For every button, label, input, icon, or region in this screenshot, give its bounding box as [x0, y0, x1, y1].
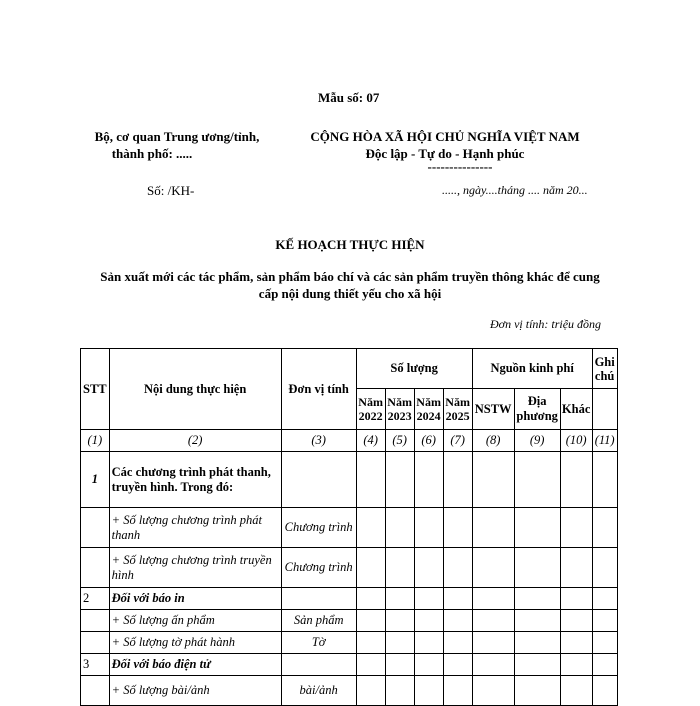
row-value-cell: [514, 654, 560, 676]
index-cell: (10): [560, 430, 592, 452]
row-value-cell: [356, 632, 385, 654]
index-cell: (1): [81, 430, 110, 452]
row-value-cell: [592, 654, 617, 676]
header-stt: STT: [81, 349, 110, 430]
row-value-cell: [443, 548, 472, 588]
row-value-cell: [385, 654, 414, 676]
row-value-cell: [414, 452, 443, 508]
row-value-cell: [560, 548, 592, 588]
date-line: ....., ngày....tháng .... năm 20...: [442, 183, 588, 197]
row-value-cell: [472, 452, 514, 508]
index-cell: (4): [356, 430, 385, 452]
row-value-cell: [356, 654, 385, 676]
index-cell: (9): [514, 430, 560, 452]
table-row: [81, 676, 618, 706]
row-unit: Tờ: [281, 632, 356, 654]
row-unit: bài/ảnh: [281, 676, 356, 706]
row-unit: [281, 452, 356, 508]
row-value-cell: [414, 548, 443, 588]
row-value-cell: [414, 610, 443, 632]
table-row: [81, 548, 618, 588]
row-value-cell: [356, 508, 385, 548]
header-content: Nội dung thực hiện: [109, 349, 281, 430]
header-quantity: Số lượng: [356, 349, 472, 389]
row-value-cell: [385, 610, 414, 632]
row-stt: 3: [81, 654, 110, 676]
row-stt: [81, 610, 110, 632]
row-value-cell: [472, 508, 514, 548]
row-stt: 1: [81, 452, 110, 508]
row-value-cell: [414, 632, 443, 654]
row-value-cell: [356, 588, 385, 610]
header-other: Khác: [560, 389, 592, 430]
index-cell: (7): [443, 430, 472, 452]
table-row: [81, 654, 618, 676]
header-funding: Nguồn kinh phí: [472, 349, 592, 389]
header-row: [81, 349, 618, 389]
form-number: Mẫu số: 07: [318, 90, 380, 105]
country-name: CỘNG HÒA XÃ HỘI CHỦ NGHĨA VIỆT NAM: [310, 129, 580, 144]
table-row: [81, 610, 618, 632]
table-row: [81, 508, 618, 548]
row-value-cell: [472, 632, 514, 654]
subtitle-line-2: cấp nội dung thiết yếu cho xã hội: [258, 286, 442, 301]
row-value-cell: [472, 548, 514, 588]
header-local: Địa phương: [514, 389, 560, 430]
index-cell: (3): [281, 430, 356, 452]
header-nstw: NSTW: [472, 389, 514, 430]
row-stt: [81, 508, 110, 548]
plan-table: [80, 348, 618, 706]
index-row: [81, 430, 618, 452]
row-content: Đối với báo điện tử: [109, 654, 281, 676]
row-value-cell: [592, 508, 617, 548]
row-value-cell: [414, 508, 443, 548]
agency-line-2: thành phố: .....: [111, 146, 193, 161]
motto-slogan: Độc lập - Tự do - Hạnh phúc: [365, 146, 525, 161]
row-content: + Số lượng chương trình truyền hình: [109, 548, 281, 588]
row-value-cell: [385, 548, 414, 588]
row-value-cell: [592, 588, 617, 610]
index-cell: (8): [472, 430, 514, 452]
row-value-cell: [592, 632, 617, 654]
row-stt: 2: [81, 588, 110, 610]
row-value-cell: [592, 676, 617, 706]
header-year-2024: Năm 2024: [414, 389, 443, 430]
row-value-cell: [560, 632, 592, 654]
row-value-cell: [414, 676, 443, 706]
index-cell: (5): [385, 430, 414, 452]
row-value-cell: [356, 610, 385, 632]
row-value-cell: [443, 588, 472, 610]
document-number: Số: /KH-: [147, 183, 195, 198]
row-value-cell: [592, 610, 617, 632]
row-value-cell: [385, 508, 414, 548]
row-stt: [81, 632, 110, 654]
row-value-cell: [472, 588, 514, 610]
national-motto: [290, 128, 600, 174]
motto-divider: ---------------: [427, 159, 493, 174]
row-unit: Chương trình: [281, 508, 356, 548]
row-value-cell: [414, 654, 443, 676]
row-value-cell: [443, 654, 472, 676]
row-content: + Số lượng bài/ảnh: [109, 676, 281, 706]
index-cell: (11): [592, 430, 617, 452]
header-year-2023: Năm 2023: [385, 389, 414, 430]
row-value-cell: [356, 452, 385, 508]
row-value-cell: [385, 588, 414, 610]
row-value-cell: [385, 676, 414, 706]
row-value-cell: [560, 452, 592, 508]
row-content: Đối với báo in: [109, 588, 281, 610]
header-unit: Đơn vị tính: [281, 349, 356, 430]
row-value-cell: [443, 610, 472, 632]
row-value-cell: [414, 588, 443, 610]
row-value-cell: [514, 588, 560, 610]
row-content: + Số lượng chương trình phát thanh: [109, 508, 281, 548]
document-title: KẾ HOẠCH THỰC HIỆN: [275, 237, 425, 252]
row-value-cell: [385, 452, 414, 508]
header-note-blank: [592, 389, 617, 430]
agency-name: [80, 128, 274, 162]
row-value-cell: [560, 588, 592, 610]
header-year-2022: Năm 2022: [356, 389, 385, 430]
row-value-cell: [514, 548, 560, 588]
table-row: [81, 452, 618, 508]
index-cell: (2): [109, 430, 281, 452]
row-value-cell: [560, 508, 592, 548]
row-unit: [281, 588, 356, 610]
row-content: + Số lượng tờ phát hành: [109, 632, 281, 654]
row-value-cell: [472, 676, 514, 706]
row-value-cell: [514, 632, 560, 654]
row-value-cell: [514, 452, 560, 508]
row-value-cell: [592, 548, 617, 588]
row-unit: Sản phẩm: [281, 610, 356, 632]
row-stt: [81, 548, 110, 588]
table-row: [81, 632, 618, 654]
row-content: Các chương trình phát thanh, truyền hình. Trong đó:: [109, 452, 281, 508]
header-note: Ghi chú: [592, 349, 617, 389]
row-value-cell: [472, 654, 514, 676]
row-unit: [281, 654, 356, 676]
row-value-cell: [443, 676, 472, 706]
row-value-cell: [356, 676, 385, 706]
row-value-cell: [560, 610, 592, 632]
row-value-cell: [514, 610, 560, 632]
row-unit: Chương trình: [281, 548, 356, 588]
row-value-cell: [560, 676, 592, 706]
subtitle-line-1: Sản xuất mới các tác phẩm, sản phẩm báo chí và các sản phẩm truyền thông khác để cung: [100, 269, 600, 284]
document-subtitle: [80, 268, 620, 302]
row-value-cell: [443, 508, 472, 548]
header-year-2025: Năm 2025: [443, 389, 472, 430]
row-value-cell: [443, 632, 472, 654]
unit-note: Đơn vị tính: triệu đồng: [490, 317, 602, 331]
row-value-cell: [356, 548, 385, 588]
row-value-cell: [560, 654, 592, 676]
index-cell: (6): [414, 430, 443, 452]
row-value-cell: [592, 452, 617, 508]
row-value-cell: [514, 676, 560, 706]
table-row: [81, 588, 618, 610]
agency-line-1: Bộ, cơ quan Trung ương/tỉnh,: [94, 129, 260, 144]
row-value-cell: [472, 610, 514, 632]
row-value-cell: [385, 632, 414, 654]
row-value-cell: [514, 508, 560, 548]
row-stt: [81, 676, 110, 706]
row-value-cell: [443, 452, 472, 508]
row-content: + Số lượng ấn phẩm: [109, 610, 281, 632]
